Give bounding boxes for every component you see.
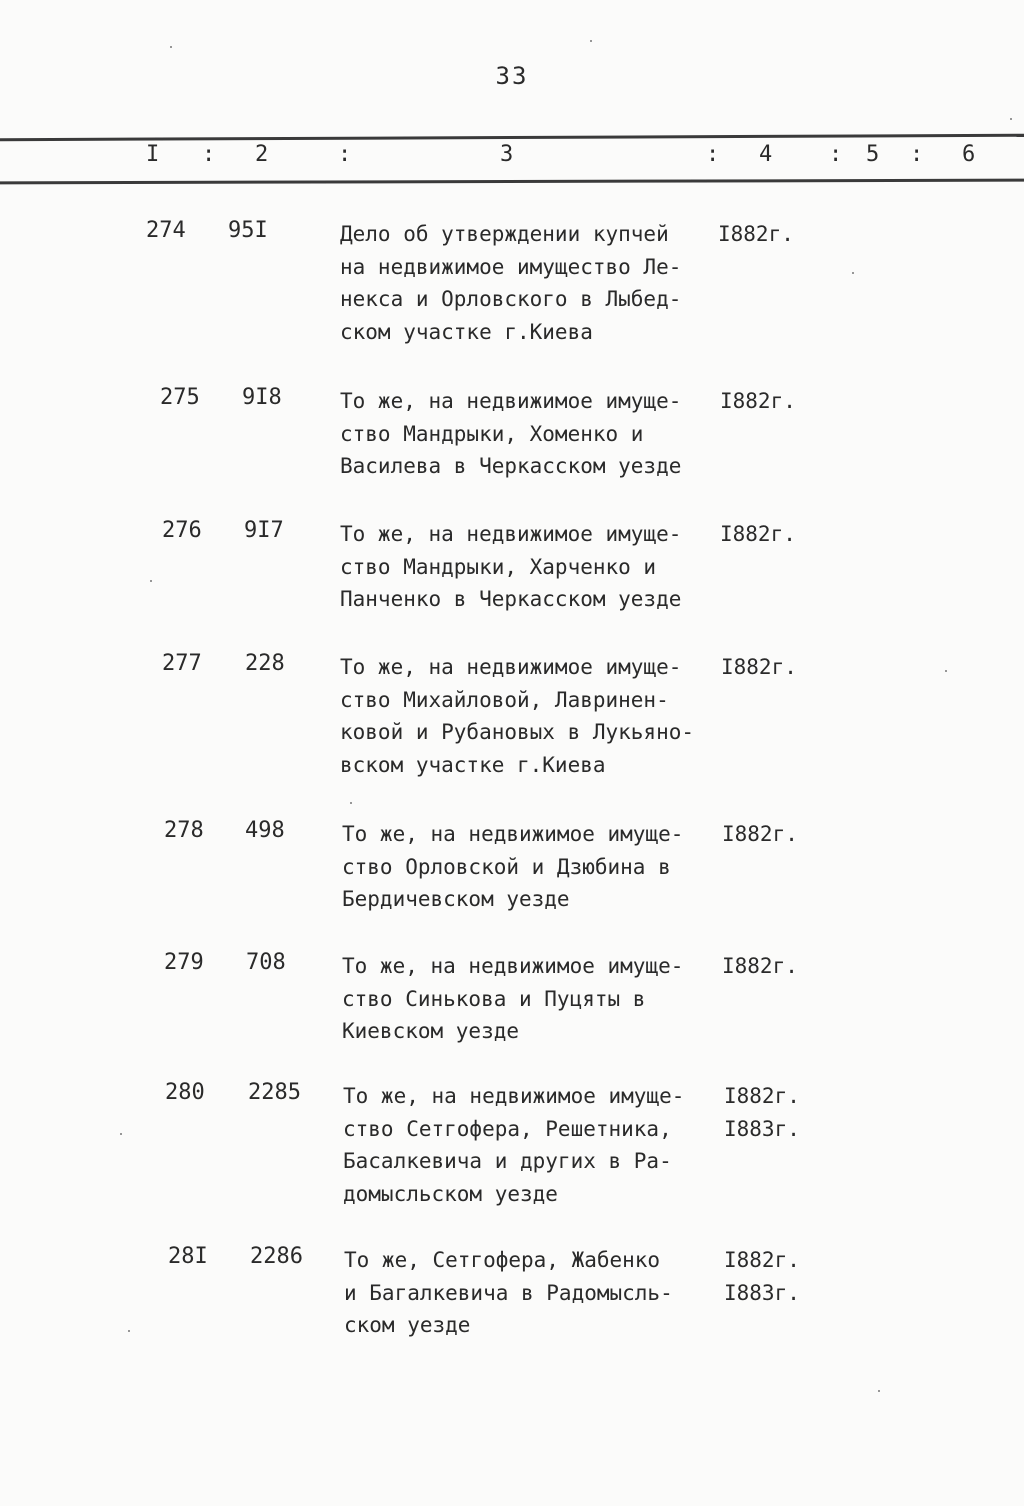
header-rule-bottom <box>0 179 1024 185</box>
scan-speck <box>945 670 947 672</box>
item-number: 280 <box>165 1080 205 1105</box>
item-description: То же, на недвижимое имуще- ство Мандрыки, Харченко и Панченко в Черкасском уезде <box>340 522 682 611</box>
item-date: I882г. I883г. <box>724 1248 800 1305</box>
item-date: I882г. I883г. <box>724 1084 800 1141</box>
column-separator: : <box>202 142 216 167</box>
item-description: То же, на недвижимое имуще- ство Орловской и Дзюбина в Бердичевском уезде <box>342 822 684 911</box>
column-separator: : <box>706 142 720 167</box>
scan-speck <box>350 802 352 804</box>
file-number: 2285 <box>248 1080 301 1105</box>
file-number: 9I8 <box>242 385 282 410</box>
column-separator: : <box>910 142 924 167</box>
column-header-5: 5 <box>866 142 880 167</box>
column-header-4: 4 <box>759 142 773 167</box>
column-separator: : <box>829 142 843 167</box>
item-number: 274 <box>146 218 186 243</box>
scan-speck <box>150 580 152 582</box>
file-number: 9I7 <box>244 518 284 543</box>
header-rule-top <box>0 134 1024 141</box>
column-header-2: 2 <box>255 142 269 167</box>
item-description: То же, на недвижимое имуще- ство Сетгофера, Решетника, Басалкевича и других в Ра- домысльском уезде <box>343 1084 685 1206</box>
column-header-3: 3 <box>500 142 514 167</box>
item-number: 279 <box>164 950 204 975</box>
file-number: 95I <box>228 218 268 243</box>
scan-speck <box>1010 118 1012 120</box>
item-number: 275 <box>160 385 200 410</box>
file-number: 498 <box>245 818 285 843</box>
item-description: То же, на недвижимое имуще- ство Михайловой, Лавринен- ковой и Рубановых в Лукьяно- вском участке г.Киева <box>340 655 695 777</box>
file-number: 228 <box>245 651 285 676</box>
item-date: I882г. <box>718 222 794 246</box>
item-number: 276 <box>162 518 202 543</box>
item-date: I882г. <box>722 822 798 846</box>
scan-speck <box>852 272 854 274</box>
item-number: 28I <box>168 1244 208 1269</box>
scan-speck <box>120 1133 122 1135</box>
item-description: Дело об утверждении купчей на недвижимое имущество Ле- некса и Орловского в Лыбед- ском участке г.Киева <box>340 222 682 344</box>
column-header-6: 6 <box>962 142 976 167</box>
page-number: 33 <box>495 62 529 90</box>
column-separator: : <box>338 142 352 167</box>
column-header-1: I <box>146 142 160 167</box>
item-date: I882г. <box>720 389 796 413</box>
item-description: То же, Сетгофера, Жабенко и Багалкевича в Радомысль- ском уезде <box>344 1248 673 1337</box>
scan-speck <box>170 46 172 48</box>
item-number: 278 <box>164 818 204 843</box>
item-description: То же, на недвижимое имуще- ство Мандрыки, Хоменко и Василева в Черкасском уезде <box>340 389 682 478</box>
item-date: I882г. <box>720 522 796 546</box>
item-date: I882г. <box>721 655 797 679</box>
file-number: 2286 <box>250 1244 303 1269</box>
item-number: 277 <box>162 651 202 676</box>
item-date: I882г. <box>722 954 798 978</box>
item-description: То же, на недвижимое имуще- ство Синькова и Пуцяты в Киевском уезде <box>342 954 684 1043</box>
scan-speck <box>128 1330 130 1332</box>
file-number: 708 <box>246 950 286 975</box>
scan-speck <box>878 1390 880 1392</box>
scan-speck <box>590 40 592 42</box>
